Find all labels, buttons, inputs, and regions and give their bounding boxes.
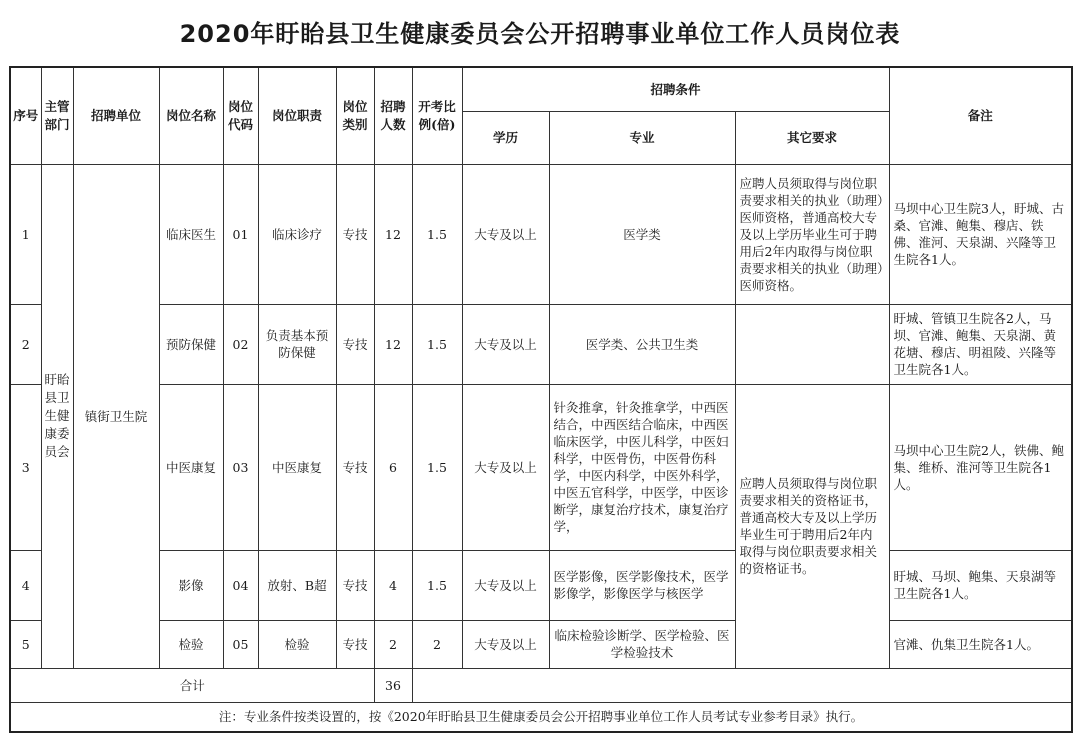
cell-duty: 检验 [258, 620, 336, 668]
cell-count: 4 [374, 550, 412, 620]
cell-department: 盱眙县卫生健康委员会 [41, 164, 73, 668]
cell-ratio: 1.5 [412, 304, 462, 384]
cell-remark: 马坝中心卫生院3人，盱城、古桑、官滩、鲍集、穆店、铁佛、淮河、天泉湖、兴隆等卫生院各1人。 [889, 164, 1072, 304]
cell-major: 医学影像，医学影像技术，医学影像学，影像医学与核医学 [549, 550, 735, 620]
cell-category: 专技 [336, 384, 374, 550]
cell-count: 12 [374, 164, 412, 304]
total-row [10, 668, 1072, 702]
cell-major: 临床检验诊断学、医学检验、医学检验技术 [549, 620, 735, 668]
cell-ratio: 1.5 [412, 550, 462, 620]
cell-seq: 4 [10, 550, 41, 620]
table-row [10, 384, 1072, 550]
cell-ratio: 2 [412, 620, 462, 668]
header-unit: 招聘单位 [73, 67, 159, 164]
cell-major: 针灸推拿，针灸推拿学，中西医结合，中西医结合临床，中西医临床医学，中医儿科学，中医妇科学，中医骨伤，中医骨伤科学，中医内科学，中医外科学，中医五官科学，中医学，中医诊断学，康复治疗技术，康复治疗学， [549, 384, 735, 550]
cell-seq: 1 [10, 164, 41, 304]
cell-remark: 盱城、马坝、鲍集、天泉湖等卫生院各1人。 [889, 550, 1072, 620]
table-row [10, 620, 1072, 668]
header-remark: 备注 [889, 67, 1072, 164]
header-duty: 岗位职责 [258, 67, 336, 164]
cell-category: 专技 [336, 620, 374, 668]
recruitment-table [9, 66, 1073, 733]
cell-remark: 盱城、管镇卫生院各2人，马坝、官滩、鲍集、天泉湖、黄花塘、穆店、明祖陵、兴隆等卫生院各1人。 [889, 304, 1072, 384]
cell-duty: 中医康复 [258, 384, 336, 550]
cell-seq: 2 [10, 304, 41, 384]
header-seq: 序号 [10, 67, 41, 164]
cell-post-name: 影像 [159, 550, 223, 620]
header-conditions: 招聘条件 [462, 67, 889, 111]
table-row [10, 304, 1072, 384]
cell-post-code: 04 [223, 550, 258, 620]
cell-count: 6 [374, 384, 412, 550]
header-major: 专业 [549, 111, 735, 164]
cell-major: 医学类 [549, 164, 735, 304]
header-count: 招聘人数 [374, 67, 412, 164]
cell-count: 12 [374, 304, 412, 384]
cell-other-requirement-empty [735, 304, 889, 384]
cell-education: 大专及以上 [462, 304, 549, 384]
cell-post-code: 05 [223, 620, 258, 668]
cell-duty: 负责基本预防保健 [258, 304, 336, 384]
table-row [10, 164, 1072, 304]
cell-post-name: 临床医生 [159, 164, 223, 304]
cell-ratio: 1.5 [412, 164, 462, 304]
cell-post-name: 预防保健 [159, 304, 223, 384]
header-post-code: 岗位代码 [223, 67, 258, 164]
cell-education: 大专及以上 [462, 164, 549, 304]
header-post-name: 岗位名称 [159, 67, 223, 164]
cell-duty: 临床诊疗 [258, 164, 336, 304]
cell-duty: 放射、B超 [258, 550, 336, 620]
cell-education: 大专及以上 [462, 384, 549, 550]
cell-remark: 马坝中心卫生院2人，铁佛、鲍集、维桥、淮河等卫生院各1人。 [889, 384, 1072, 550]
cell-ratio: 1.5 [412, 384, 462, 550]
header-education: 学历 [462, 111, 549, 164]
total-count: 36 [374, 668, 412, 702]
footnote: 注：专业条件按类设置的，按《2020年盱眙县卫生健康委员会公开招聘事业单位工作人员考试专业参考目录》执行。 [10, 702, 1072, 732]
cell-post-code: 02 [223, 304, 258, 384]
total-label: 合计 [10, 668, 374, 702]
cell-seq: 5 [10, 620, 41, 668]
header-ratio: 开考比例(倍) [412, 67, 462, 164]
table-row [10, 550, 1072, 620]
total-empty [412, 668, 1072, 702]
cell-count: 2 [374, 620, 412, 668]
cell-other-requirement: 应聘人员须取得与岗位职责要求相关的资格证书，普通高校大专及以上学历毕业生可于聘用后2年内取得与岗位职责要求相关的资格证书。 [735, 384, 889, 668]
cell-major: 医学类、公共卫生类 [549, 304, 735, 384]
cell-post-code: 01 [223, 164, 258, 304]
cell-education: 大专及以上 [462, 550, 549, 620]
page-title: 2020年盱眙县卫生健康委员会公开招聘事业单位工作人员岗位表 [179, 20, 901, 48]
cell-category: 专技 [336, 304, 374, 384]
note-row [10, 702, 1072, 732]
header-other: 其它要求 [735, 111, 889, 164]
cell-unit: 镇街卫生院 [73, 164, 159, 668]
cell-post-name: 中医康复 [159, 384, 223, 550]
cell-category: 专技 [336, 550, 374, 620]
header-category: 岗位类别 [336, 67, 374, 164]
cell-seq: 3 [10, 384, 41, 550]
cell-post-name: 检验 [159, 620, 223, 668]
cell-education: 大专及以上 [462, 620, 549, 668]
cell-post-code: 03 [223, 384, 258, 550]
cell-other-requirement: 应聘人员须取得与岗位职责要求相关的执业（助理）医师资格，普通高校大专及以上学历毕业生可于聘用后2年内取得与岗位职责要求相关的执业（助理）医师资格。 [735, 164, 889, 304]
header-row-1 [10, 67, 1072, 111]
cell-category: 专技 [336, 164, 374, 304]
cell-remark: 官滩、仇集卫生院各1人。 [889, 620, 1072, 668]
header-department: 主管部门 [41, 67, 73, 164]
